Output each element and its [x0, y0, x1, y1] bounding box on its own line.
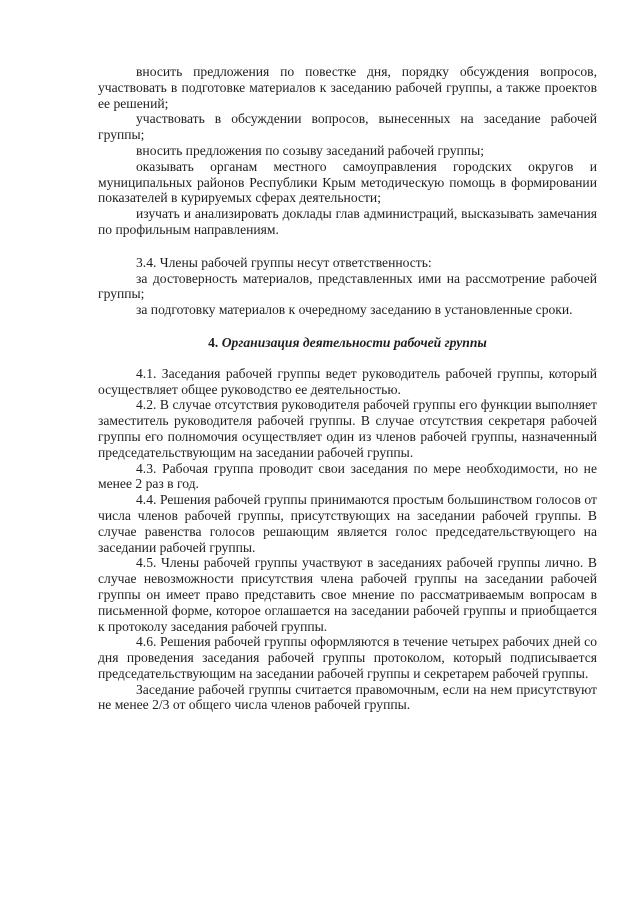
section-4-number: 4.	[208, 334, 219, 350]
section-4-paragraph: 4.1. Заседания рабочей группы ведет руководитель рабочей группы, который осуществляет общее руководство ее деятельностью.	[98, 365, 597, 397]
rights-item: оказывать органам местного самоуправления городских округов и муниципальных районов Республики Крым методическую помощь в формировании показателей в курируемых сферах деятельности;	[98, 158, 597, 206]
section-4-paragraph: 4.3. Рабочая группа проводит свои заседания по мере необходимости, но не менее 2 раз в год.	[98, 460, 597, 492]
rights-item: изучать и анализировать доклады глав администраций, высказывать замечания по профильным направлениям.	[98, 206, 597, 237]
section-4-paragraph: 4.6. Решения рабочей группы оформляются в течение четырех рабочих дней со дня проведения заседания рабочей группы протоколом, который подписывается председательствующим на заседании рабочей группы и секретарем рабочей группы.	[98, 634, 597, 681]
document-page	[98, 64, 597, 713]
responsibility-item: за достоверность материалов, представленных ими на рассмотрение рабочей группы;	[98, 270, 597, 302]
spacer	[98, 351, 597, 366]
rights-item: вносить предложения по созыву заседаний рабочей группы;	[136, 142, 484, 158]
rights-item: участвовать в обсуждении вопросов, вынесенных на заседание рабочей группы;	[98, 111, 597, 143]
section-3-4-intro: 3.4. Члены рабочей группы несут ответственность:	[136, 254, 432, 270]
section-4-heading	[98, 335, 597, 351]
section-4-paragraph: 4.2. В случае отсутствия руководителя рабочей группы его функции выполняет заместитель руководителя рабочей группы. В случае отсутствия секретаря рабочей группы его полномочия осуществляет один из членов рабочей группы, назначенный председательствующим на заседании рабочей группы.	[98, 397, 597, 460]
spacer	[98, 238, 597, 255]
section-4-paragraph: Заседание рабочей группы считается правомочным, если на нем присутствуют не менее 2/3 от общего числа членов рабочей группы.	[98, 681, 597, 713]
rights-item: вносить предложения по повестке дня, порядку обсуждения вопросов, участвовать в подготовке материалов к заседанию рабочей группы, а также проектов ее решений;	[98, 64, 597, 111]
spacer	[98, 318, 597, 335]
section-4-paragraph: 4.4. Решения рабочей группы принимаются простым большинством голосов от числа членов рабочей группы, присутствующих на заседании рабочей группы. В случае равенства голосов решающим является голос председательствующего на заседании рабочей группы.	[98, 492, 597, 555]
responsibility-item: за подготовку материалов к очередному заседанию в установленные сроки.	[136, 302, 573, 318]
section-4-paragraph: 4.5. Члены рабочей группы участвуют в заседаниях рабочей группы лично. В случае невозможности присутствия члена рабочей группы на заседании рабочей группы он имеет право представить свое мнение по рассматриваемым вопросам в письменной форме, которое оглашается на заседании рабочей группы и приобщается к протоколу заседания рабочей группы.	[98, 555, 597, 634]
section-4-title: Организация деятельности рабочей группы	[221, 334, 487, 350]
